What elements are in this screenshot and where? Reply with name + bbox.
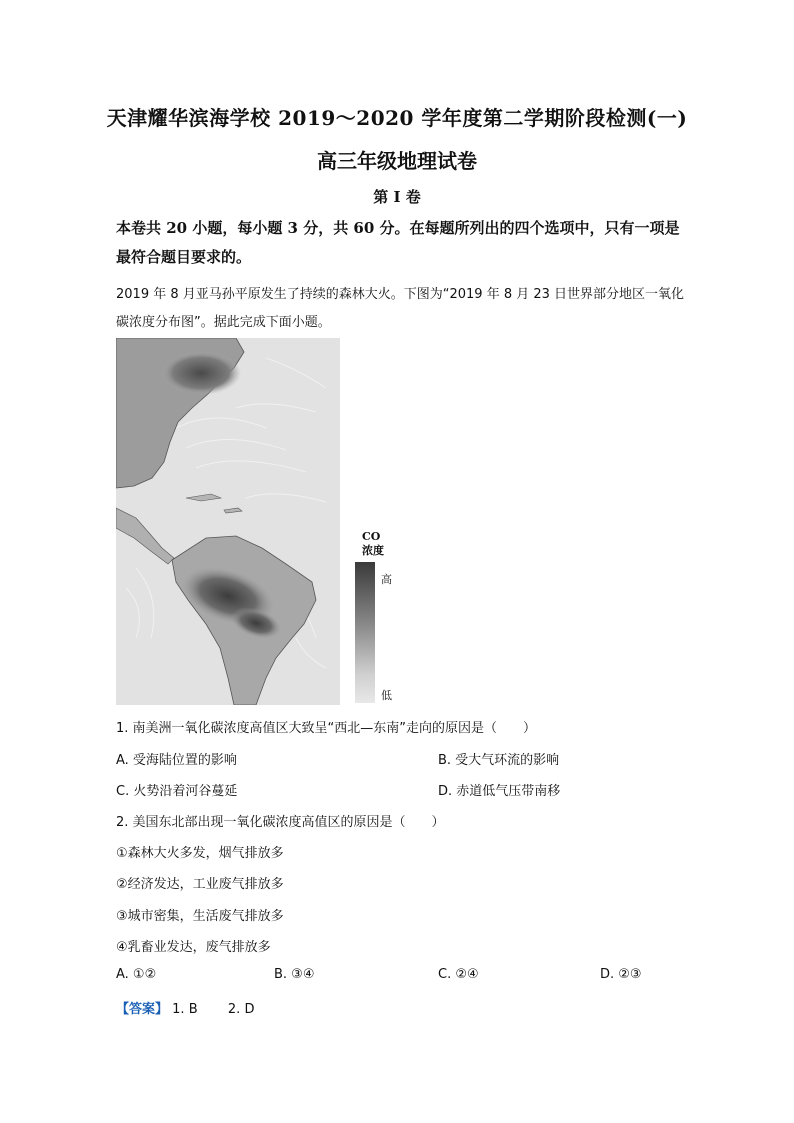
question-2-option-a: A. ①② [116, 967, 157, 982]
co-concentration-map [116, 338, 340, 705]
question-1-option-a: A. 受海陆位置的影响 [116, 753, 237, 768]
question-1-stem: 1. 南美洲一氧化碳浓度高值区大致呈“西北—东南”走向的原因是（ ） [116, 721, 537, 736]
question-1-option-d: D. 赤道低气压带南移 [438, 784, 561, 799]
section-heading: 第 I 卷 [373, 188, 421, 206]
answer-line [116, 998, 254, 1017]
legend-high-label: 高 [381, 573, 392, 586]
question-intro: 2019 年 8 月亚马孙平原发生了持续的森林大火。下图为“2019 年 8 月 23 日世界部分地区一氧化碳浓度分布图”。据此完成下面小题。 [116, 287, 685, 330]
answer-tag: 【答案】 [116, 1002, 169, 1017]
question-2-option-d: D. ②③ [600, 967, 642, 982]
legend-color-bar [355, 562, 375, 703]
section-instructions: 本卷共 20 小题，每小题 3 分，共 60 分。在每题所列出的四个选项中，只有一项是最符合题目要求的。 [116, 219, 680, 266]
exam-title: 天津耀华滨海学校 2019～2020 学年度第二学期阶段检测(一) [106, 106, 688, 130]
question-2-option-c: C. ②④ [438, 967, 479, 982]
legend-title: CO 浓度 [362, 530, 384, 557]
question-1-option-c: C. 火势沿着河谷蔓延 [116, 784, 238, 799]
question-2-statement-4: ④乳畜业发达，废气排放多 [116, 940, 271, 955]
question-2-stem: 2. 美国东北部出现一氧化碳浓度高值区的原因是（ ） [116, 815, 445, 830]
question-2-statement-1: ①森林大火多发，烟气排放多 [116, 846, 284, 861]
answer-2: 2. D [227, 1002, 255, 1017]
question-2-statement-2: ②经济发达，工业废气排放多 [116, 877, 284, 892]
question-2-option-b: B. ③④ [274, 967, 315, 982]
question-2-statement-3: ③城市密集，生活废气排放多 [116, 909, 284, 924]
exam-subtitle: 高三年级地理试卷 [317, 149, 477, 173]
map-illustration [116, 338, 340, 705]
legend-low-label: 低 [381, 689, 392, 702]
answer-1: 1. B [172, 1002, 198, 1017]
question-1-option-b: B. 受大气环流的影响 [438, 753, 560, 768]
